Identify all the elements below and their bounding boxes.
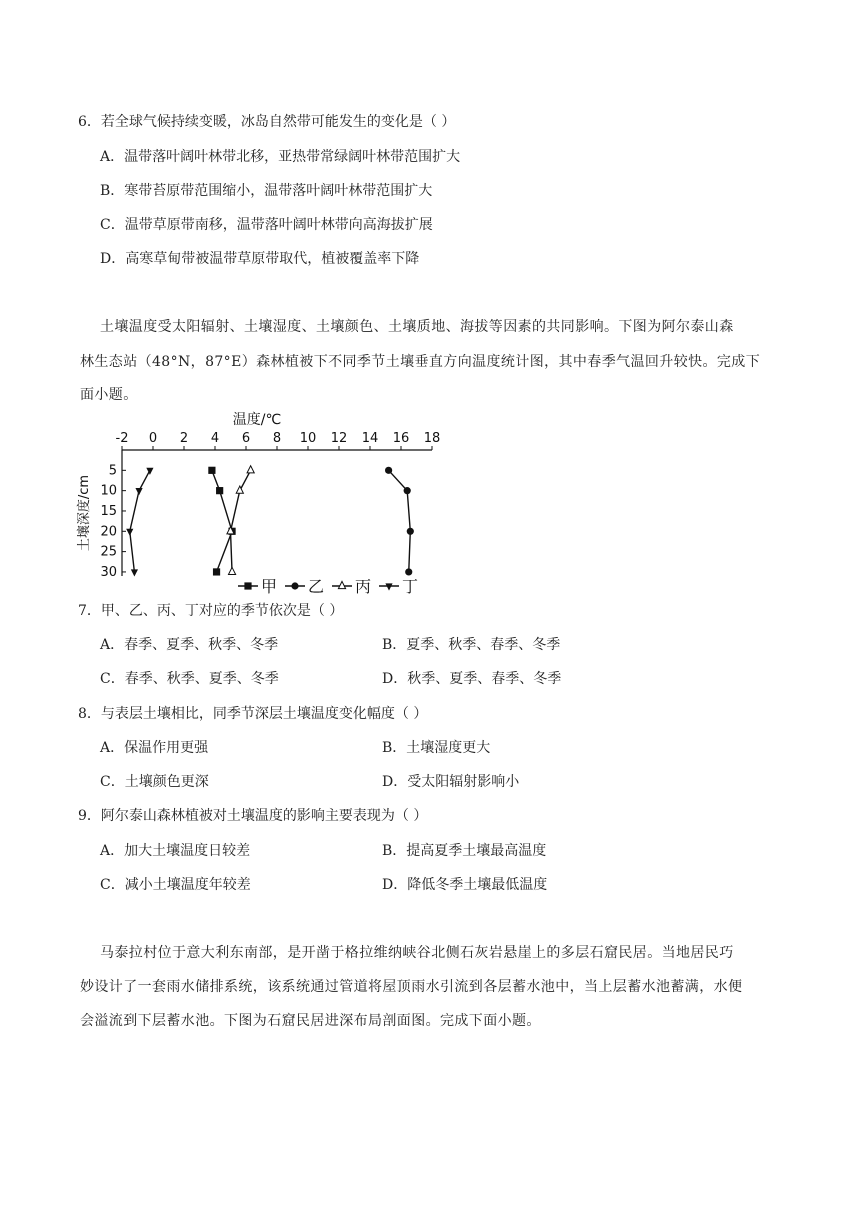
x-tick-label: 14 (361, 431, 379, 446)
data-point-series-3 (131, 569, 138, 576)
data-point-series-1 (407, 528, 414, 535)
q9-option-c: C．减小土壤温度年较差 (100, 877, 251, 893)
q6-stem: 6．若全球气候持续变暖，冰岛自然带可能发生的变化是（ ） (78, 114, 456, 130)
q8-option-b: B．土壤湿度更大 (382, 740, 491, 756)
x-tick-label: 18 (423, 431, 441, 446)
data-point-series-1 (385, 467, 392, 474)
x-tick-label: 6 (241, 431, 251, 446)
x-tick-label: -2 (115, 431, 129, 446)
q8-option-c: C．土壤颜色更深 (100, 774, 209, 790)
x-tick-label: 0 (148, 431, 158, 446)
y-tick-label: 5 (108, 463, 117, 479)
legend-marker-3 (385, 583, 392, 590)
data-point-series-1 (404, 487, 411, 494)
passage1-line-1: 土壤温度受太阳辐射、土壤湿度、土壤颜色、土壤质地、海拔等因素的共同影响。下图为阿尔泰山森 (100, 319, 734, 335)
passage1-line-3: 面小题。 (80, 387, 138, 403)
x-tick-label: 2 (179, 431, 189, 446)
q9-option-b: B．提高夏季土壤最高温度 (382, 843, 547, 859)
q6-option-d: D．高寒草甸带被温带草原带取代，植被覆盖率下降 (100, 251, 420, 267)
passage1-line-2: 林生态站（48°N，87°E）森林植被下不同季节土壤垂直方向温度统计图，其中春季气温回升较快。完成下 (80, 354, 761, 370)
q7-stem: 7．甲、乙、丙、丁对应的季节依次是（ ） (78, 603, 344, 619)
y-axis-title: 土壤深度/cm (77, 474, 92, 552)
data-point-series-3 (126, 529, 133, 536)
legend-marker-0 (244, 582, 251, 589)
data-point-series-0 (208, 467, 215, 474)
q7-option-d: D．秋季、夏季、春季、冬季 (382, 671, 562, 687)
y-tick-label: 30 (100, 564, 117, 580)
q9-option-a: A．加大土壤温度日较差 (100, 843, 251, 859)
data-point-series-0 (216, 487, 223, 494)
q8-option-d: D．受太阳辐射影响小 (382, 774, 520, 790)
legend-label-0: 甲 (261, 577, 278, 594)
x-tick-label: 4 (210, 431, 220, 446)
q9-option-d: D．降低冬季土壤最低温度 (382, 877, 548, 893)
series-line-1 (389, 470, 411, 572)
passage2-line-3: 会溢流到下层蓄水池。下图为石窟民居进深布局剖面图。完成下面小题。 (80, 1013, 541, 1029)
passage2-line-1: 马泰拉村位于意大利东南部，是开凿于格拉维纳峡谷北侧石灰岩悬崖上的多层石窟民居。当地居民巧 (100, 945, 734, 961)
q7-option-a: A．春季、夏季、秋季、冬季 (100, 637, 279, 653)
series-line-2 (231, 470, 251, 572)
passage2-line-2: 妙设计了一套雨水储排系统，该系统通过管道将屋顶雨水引流到各层蓄水池中，当上层蓄水池蓄满，水便 (80, 979, 743, 995)
data-point-series-1 (405, 568, 412, 575)
q7-option-c: C．春季、秋季、夏季、冬季 (100, 671, 279, 687)
data-point-series-2 (228, 567, 235, 574)
q7-option-b: B．夏季、秋季、春季、冬季 (382, 637, 561, 653)
y-tick-label: 15 (100, 503, 117, 519)
q6-option-b: B．寒带苔原带范围缩小，温带落叶阔叶林带范围扩大 (100, 183, 433, 199)
data-point-series-0 (213, 568, 220, 575)
q8-stem: 8．与表层土壤相比，同季节深层土壤温度变化幅度（ ） (78, 706, 428, 722)
x-tick-label: 10 (299, 431, 317, 446)
q6-option-c: C．温带草原带南移，温带落叶阔叶林带向高海拔扩展 (100, 217, 433, 233)
y-tick-label: 20 (100, 524, 117, 540)
series-line-3 (130, 470, 150, 572)
data-point-series-2 (247, 466, 254, 473)
x-tick-label: 16 (392, 431, 410, 446)
legend-label-2: 丙 (355, 577, 372, 594)
x-tick-label: 12 (330, 431, 348, 446)
legend-marker-2 (338, 581, 345, 588)
legend-marker-1 (291, 582, 298, 589)
y-tick-label: 10 (100, 483, 117, 499)
legend-label-3: 丁 (402, 577, 419, 594)
series-line-0 (212, 470, 232, 572)
x-tick-label: 8 (272, 431, 282, 446)
soil-temperature-chart (70, 408, 450, 594)
data-point-series-3 (135, 488, 142, 495)
q9-stem: 9．阿尔泰山森林植被对土壤温度的影响主要表现为（ ） (78, 808, 428, 824)
q6-option-a: A．温带落叶阔叶林带北移，亚热带常绿阔叶林带范围扩大 (100, 149, 461, 165)
x-axis-title: 温度/℃ (232, 412, 282, 428)
y-tick-label: 25 (100, 544, 117, 560)
q8-option-a: A．保温作用更强 (100, 740, 209, 756)
legend-label-1: 乙 (308, 577, 325, 594)
